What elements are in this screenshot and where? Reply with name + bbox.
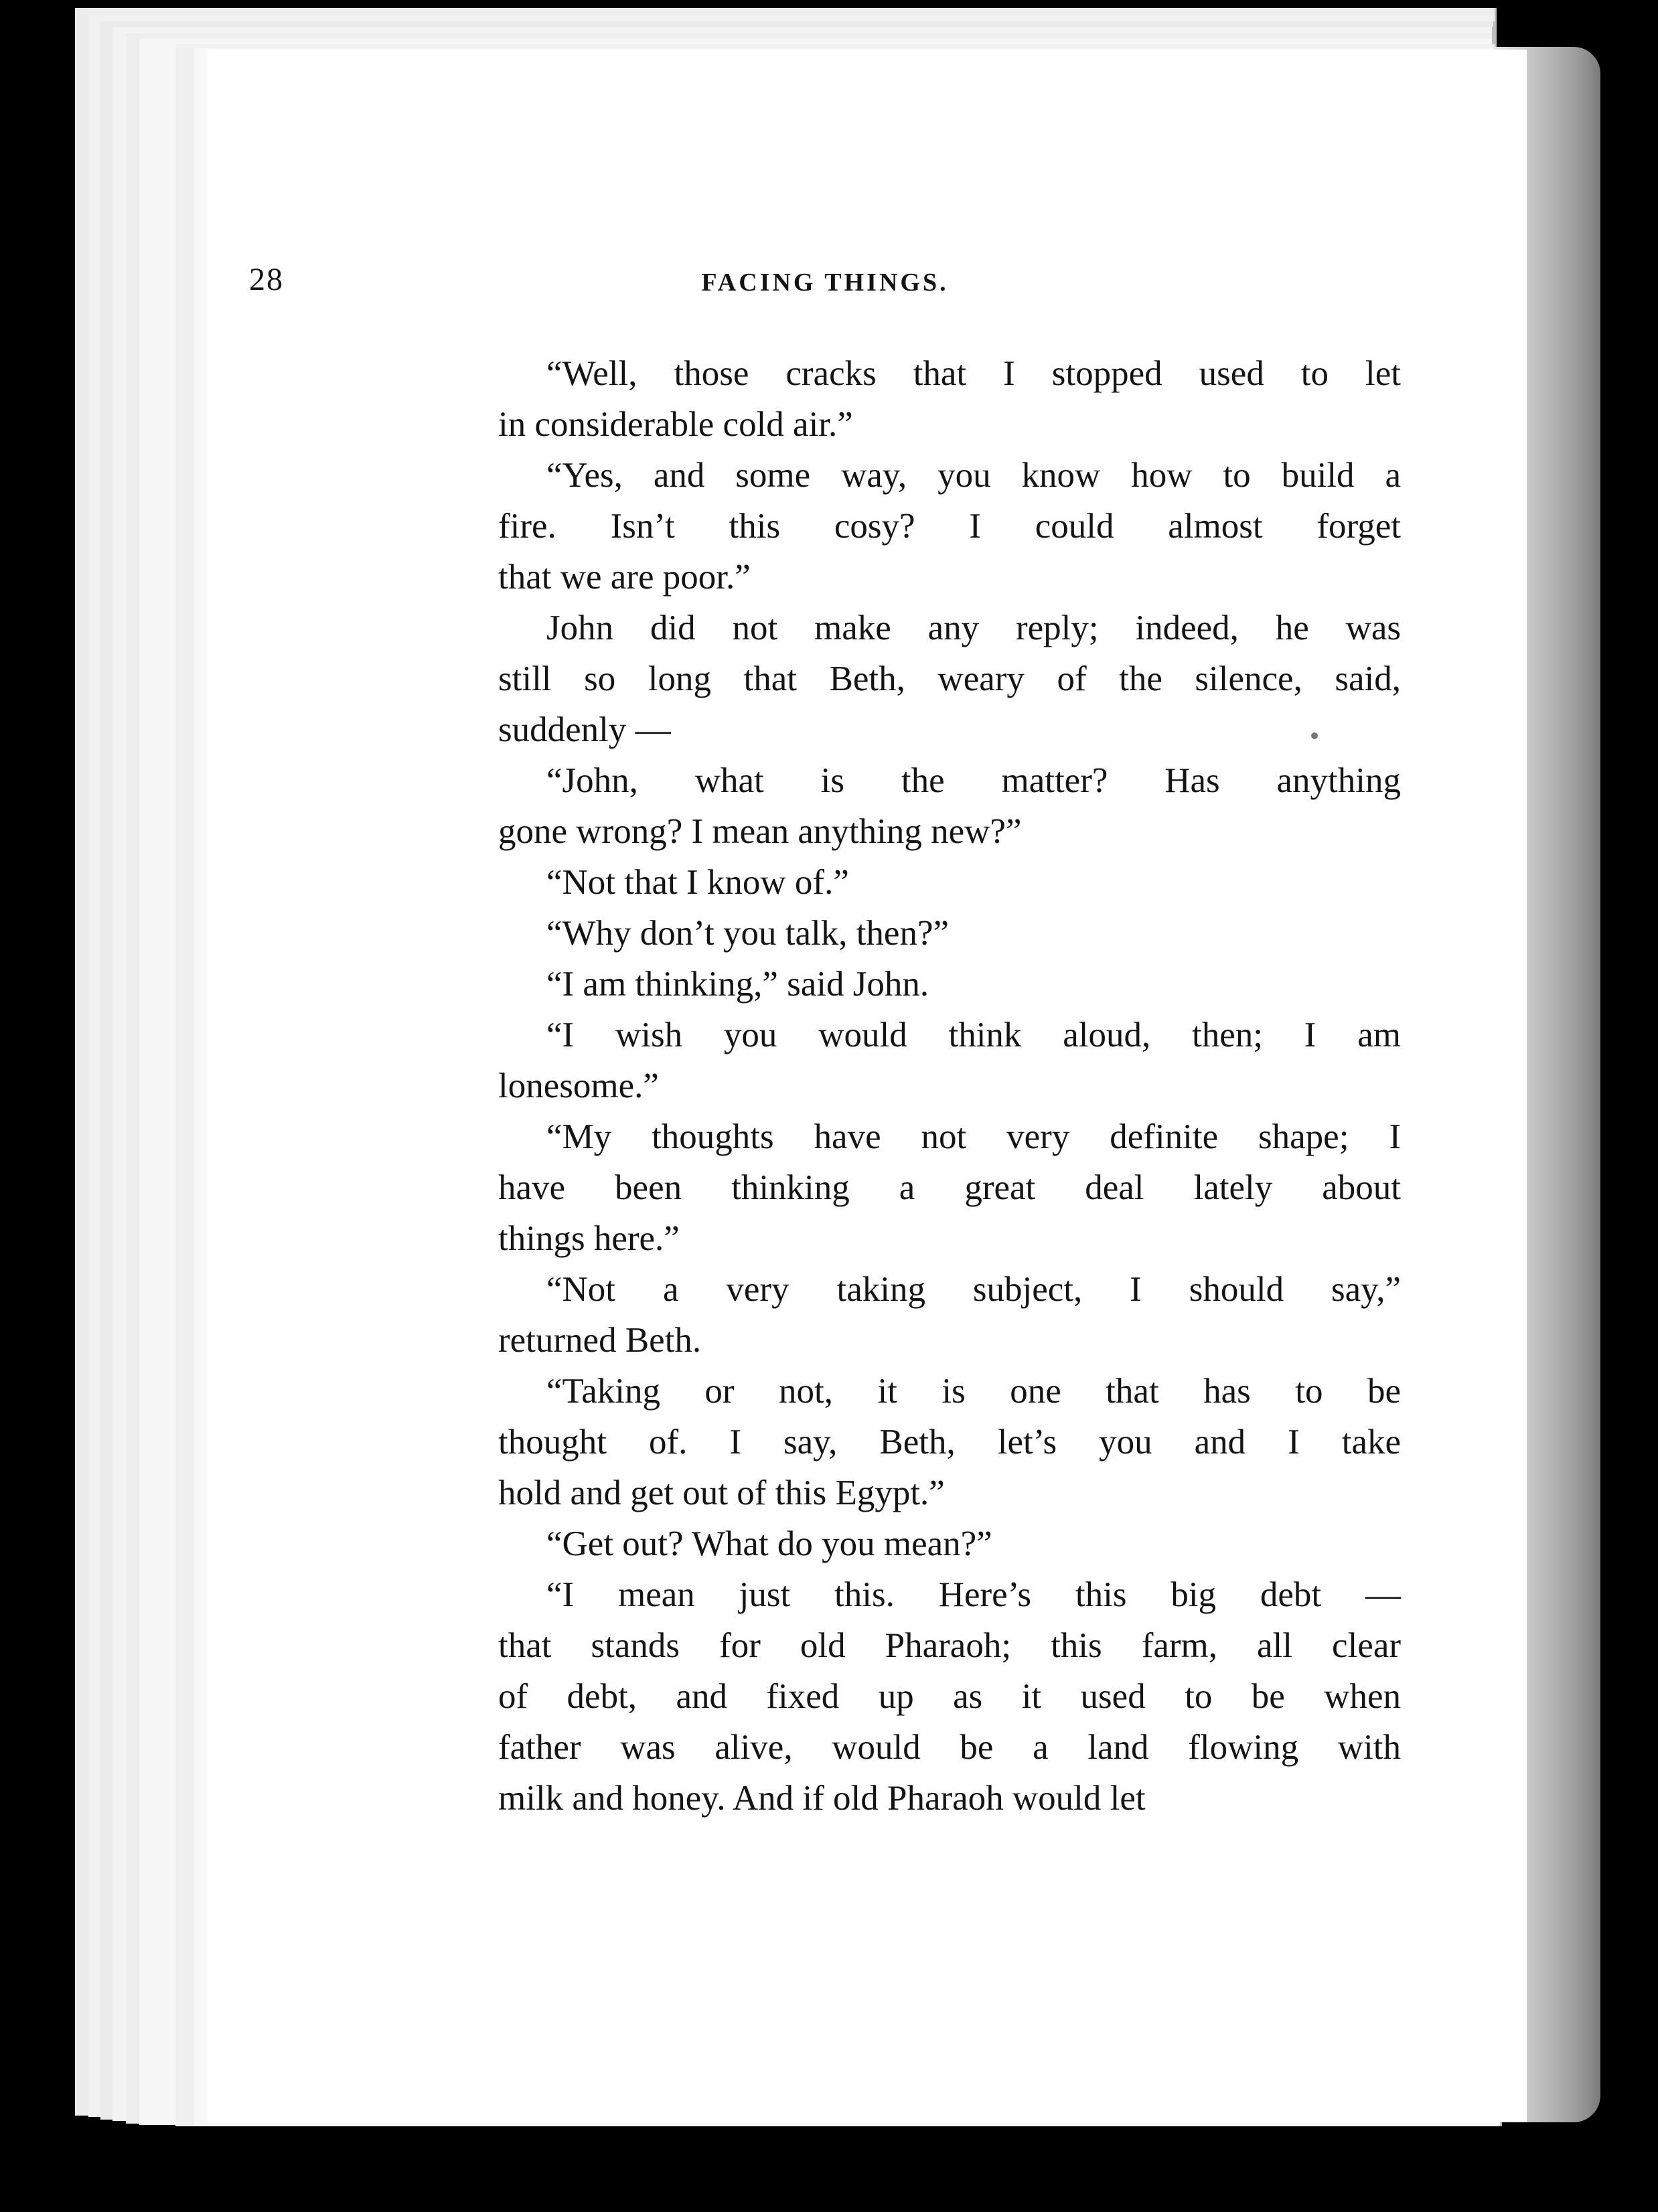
text-line: gone wrong? I mean anything new?”: [498, 812, 1022, 851]
text-line: fire. Isn’t this cosy? I could almost forget: [498, 507, 1401, 546]
text-line: “Well, those cracks that I stopped used to let: [546, 354, 1401, 393]
text-line: thought of. I say, Beth, let’s you and I take: [498, 1423, 1401, 1462]
paragraph: [450, 1569, 1401, 1824]
text-line: have been thinking a great deal lately about: [498, 1168, 1401, 1207]
text-line: “I wish you would think aloud, then; I am: [546, 1016, 1401, 1054]
text-line: “Not that I know of.”: [546, 863, 849, 902]
text-line: hold and get out of this Egypt.”: [498, 1474, 945, 1512]
paragraph: [450, 857, 1401, 908]
paragraph: [450, 908, 1401, 959]
text-line: “I am thinking,” said John.: [546, 965, 929, 1004]
paragraph: [450, 1518, 1401, 1569]
text-line: milk and honey. And if old Pharaoh would let: [498, 1779, 1146, 1818]
text-line: “Get out? What do you mean?”: [546, 1524, 992, 1563]
running-head: [249, 261, 1401, 308]
text-line: “Why don’t you talk, then?”: [546, 914, 949, 953]
text-line: that stands for old Pharaoh; this farm, all clear: [498, 1626, 1401, 1665]
page-number: 28: [249, 262, 284, 297]
paragraph: [450, 1366, 1401, 1518]
body-text: [450, 348, 1401, 1824]
text-line: of debt, and fixed up as it used to be when: [498, 1677, 1401, 1716]
text-line: that we are poor.”: [498, 558, 751, 597]
paragraph: [450, 348, 1401, 450]
text-line: John did not make any reply; indeed, he was: [546, 609, 1401, 647]
paragraph: [450, 603, 1401, 755]
text-line: “John, what is the matter? Has anything: [546, 761, 1401, 800]
text-line: “Yes, and some way, you know how to build a: [546, 456, 1401, 495]
paragraph: [450, 1111, 1401, 1264]
text-line: still so long that Beth, weary of the silence, said,: [498, 659, 1401, 698]
text-line: father was alive, would be a land flowing with: [498, 1728, 1401, 1767]
text-line: returned Beth.: [498, 1321, 702, 1360]
paragraph: [450, 755, 1401, 857]
text-line: in considerable cold air.”: [498, 405, 853, 444]
paragraph: [450, 450, 1401, 603]
text-line: “Not a very taking subject, I should say,”: [546, 1270, 1401, 1309]
text-line: things here.”: [498, 1219, 680, 1258]
paragraph: [450, 959, 1401, 1010]
text-line: “I mean just this. Here’s this big debt —: [546, 1575, 1401, 1614]
text-line: suddenly —: [498, 710, 671, 749]
text-line: “Taking or not, it is one that has to be: [546, 1372, 1401, 1411]
ink-speck: [1311, 732, 1318, 739]
text-line: lonesome.”: [498, 1066, 659, 1105]
page-title: FACING THINGS.: [701, 268, 949, 297]
paragraph: [450, 1010, 1401, 1111]
paragraph: [450, 1264, 1401, 1366]
text-line: “My thoughts have not very definite shape; I: [546, 1117, 1401, 1156]
